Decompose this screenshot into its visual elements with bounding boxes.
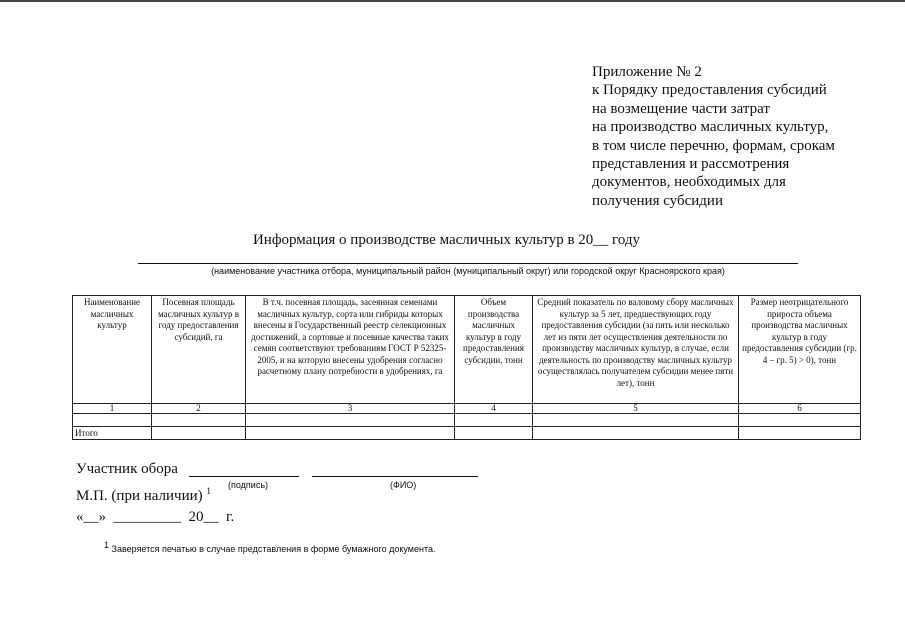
date-line: «__» _________ 20__ г. [76, 509, 235, 525]
appendix-line: документов, необходимых для [592, 174, 786, 191]
appendix-line: Приложение № 2 [592, 64, 702, 80]
header-cell: Посевная площадь масличных культур в году предоставления субсидий, га [152, 296, 246, 404]
appendix-line: в том числе перечню, формам, срокам [592, 137, 835, 154]
footnote [104, 540, 436, 554]
header-cell: Размер неотрицательного прироста объема производства масличных культур в году предоставления субсидии (гр. 4 – гр. 5) > 0), тонн [739, 296, 861, 404]
table-cell[interactable] [533, 427, 739, 440]
footnote-mark: 1 [104, 540, 110, 550]
header-cell: Средний показатель по валовому сбору масличных культур за 5 лет, предшествующих году предоставления субсидии (за пять или несколько лет из пяти лет осуществления деятельности по производству масличных культур, в случае, если деятельность по производству масличных культур осуществлялась получателем субсидии менее пяти лет), тонн [533, 296, 739, 404]
document-title [0, 232, 905, 249]
participant-name-line [138, 263, 798, 264]
footnote-text: Заверяется печатью в случае представления в форме бумажного документа. [111, 544, 436, 554]
stamp-text: М.П. (при наличии) [76, 488, 203, 504]
total-label: Итого [73, 427, 152, 440]
table-cell[interactable] [455, 414, 533, 427]
column-number: 1 [73, 404, 152, 414]
appendix-header [592, 63, 892, 210]
table-cell[interactable] [739, 427, 861, 440]
table-total-row [73, 427, 861, 440]
fio-line[interactable] [312, 476, 478, 477]
table-cell[interactable] [246, 427, 455, 440]
document-title-text: Информация о производстве масличных культур в 20__ году [252, 232, 641, 248]
top-border-line [0, 0, 905, 2]
footnote-reference: 1 [206, 486, 211, 496]
table-cell[interactable] [246, 414, 455, 427]
header-cell: В т.ч. посевная площадь, засеянная семенами масличных культур, сорта или гибриды которых внесены в Государственный реестр селекционных достижений, а сортовые и посевные качества таких семян соответствуют требованиям ГОСТ Р 52325-2005, и на которую внесены удобрения согласно расчетному плану потребности в удобрениях, га [246, 296, 455, 404]
fio-caption: (ФИО) [390, 480, 417, 490]
signature-label: Участник обора [76, 461, 178, 477]
production-table [72, 295, 861, 440]
header-cell: Наименование масличных культур [73, 296, 152, 404]
appendix-line: к Порядку предоставления субсидий [592, 82, 827, 99]
appendix-line: получения субсидии [592, 192, 723, 209]
signature-line[interactable] [189, 476, 299, 477]
appendix-line: представления и рассмотрения [592, 156, 790, 173]
column-number: 4 [455, 404, 533, 414]
column-number: 3 [246, 404, 455, 414]
table-cell[interactable] [152, 414, 246, 427]
table-cell[interactable] [739, 414, 861, 427]
column-number: 5 [533, 404, 739, 414]
appendix-line: на производство масличных культур, [592, 119, 829, 136]
table-cell[interactable] [152, 427, 246, 440]
signature-caption: (подпись) [228, 480, 269, 490]
table-row [73, 414, 861, 427]
table-cell[interactable] [533, 414, 739, 427]
table-number-row [73, 404, 861, 414]
table-cell[interactable] [455, 427, 533, 440]
header-cell: Объем производства масличных культур в году предоставления субсидии, тонн [455, 296, 533, 404]
column-number: 6 [739, 404, 861, 414]
table-header-row [73, 296, 861, 404]
participant-name-caption: (наименование участника отбора, муниципальный район (муниципальный округ) или городской округ Красноярского края) [211, 266, 725, 276]
table-cell[interactable] [73, 414, 152, 427]
appendix-line: на возмещение части затрат [592, 100, 770, 117]
stamp-label [76, 486, 211, 505]
column-number: 2 [152, 404, 246, 414]
